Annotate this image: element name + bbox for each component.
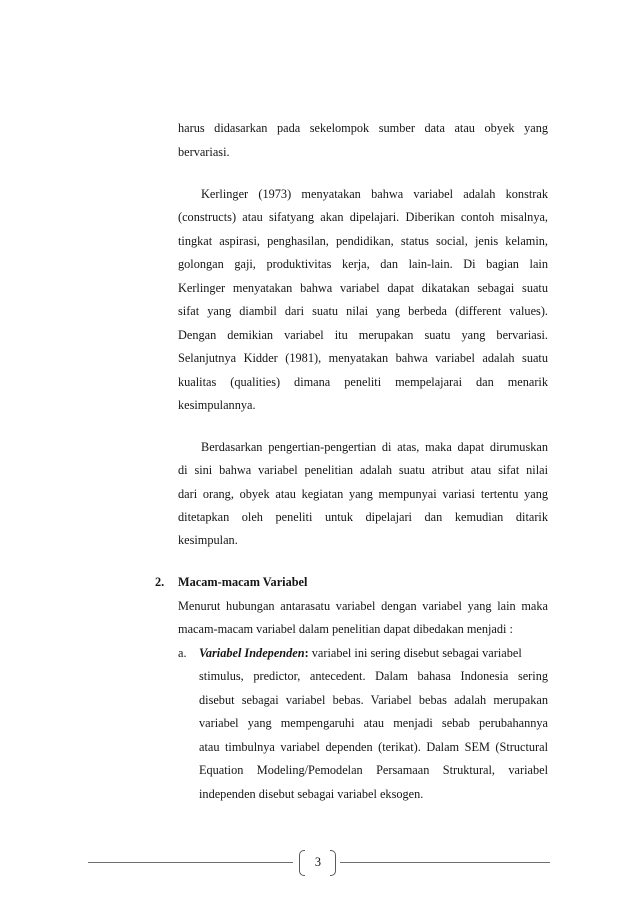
paragraph2-line: golongan gaji, produktivitas kerja, dan lain-lain. Di bagian lain — [178, 257, 548, 271]
footer-rule-right — [340, 862, 550, 863]
paragraph3-line: dari orang, obyek atau kegiatan yang mempunyai variasi tertentu yang — [178, 487, 548, 501]
list-item-line: independen disebut sebagai variabel eksogen. — [199, 787, 424, 801]
left-bracket-ornament — [299, 850, 305, 876]
paragraph1-line: bervariasi. — [178, 145, 230, 159]
section-intro-line: Menurut hubungan antarasatu variabel dengan variabel yang lain maka — [178, 599, 548, 613]
paragraph2-line: Selanjutnya Kidder (1981), menyatakan bahwa variabel adalah suatu — [178, 351, 548, 365]
paragraph2-line: Dengan demikian variabel itu merupakan suatu yang bervariasi. — [178, 328, 548, 342]
list-item-line: atau timbulnya variabel dependen (terikat). Dalam SEM (Structural — [199, 740, 548, 754]
term-variabel-independen: Variabel Independen — [199, 646, 305, 660]
list-item-line: stimulus, predictor, antecedent. Dalam bahasa Indonesia sering — [199, 669, 548, 683]
paragraph1-line: harus didasarkan pada sekelompok sumber data atau obyek yang — [178, 121, 548, 135]
page-number: 3 — [314, 855, 322, 869]
section-number: 2. — [155, 575, 165, 589]
paragraph2-line: sifat yang diambil dari suatu nilai yang berbeda (different values). — [178, 304, 548, 318]
list-marker: a. — [178, 646, 187, 660]
paragraph2-line: Kerlinger (1973) menyatakan bahwa variabel adalah konstrak — [201, 187, 548, 201]
list-item-line: disebut sebagai variabel bebas. Variabel bebas adalah merupakan — [199, 693, 548, 707]
list-item-first-rest: variabel ini sering disebut sebagai variabel — [308, 646, 522, 660]
right-bracket-ornament — [330, 850, 336, 876]
paragraph3-line: Berdasarkan pengertian-pengertian di atas, maka dapat dirumuskan — [201, 440, 548, 454]
paragraph2-line: kesimpulannya. — [178, 398, 256, 412]
section-heading: Macam-macam Variabel — [178, 575, 308, 589]
paragraph2-line: Kerlinger menyatakan bahwa variabel dapat dikatakan sebagai suatu — [178, 281, 548, 295]
footer-rule-left — [88, 862, 293, 863]
list-item-first-line — [199, 645, 548, 661]
list-item-line: Equation Modeling/Pemodelan Persamaan Struktural, variabel — [199, 763, 548, 777]
paragraph3-line: di sini bahwa variabel penelitian adalah suatu atribut atau sifat nilai — [178, 463, 548, 477]
paragraph2-line: kualitas (qualities) dimana peneliti mempelajarai dan menarik — [178, 375, 548, 389]
term-colon: : — [304, 646, 309, 660]
paragraph3-line: kesimpulan. — [178, 533, 238, 547]
section-intro-line: macam-macam variabel dalam penelitian dapat dibedakan menjadi : — [178, 622, 513, 636]
paragraph2-line: (constructs) atau sifatyang akan dipelajari. Diberikan contoh misalnya, — [178, 210, 548, 224]
list-item-line: variabel yang mempengaruhi atau menjadi sebab perubahannya — [199, 716, 548, 730]
paragraph2-line: tingkat aspirasi, penghasilan, pendidikan, status social, jenis kelamin, — [178, 234, 548, 248]
paragraph3-line: ditetapkan oleh peneliti untuk dipelajari dan kemudian ditarik — [178, 510, 548, 524]
